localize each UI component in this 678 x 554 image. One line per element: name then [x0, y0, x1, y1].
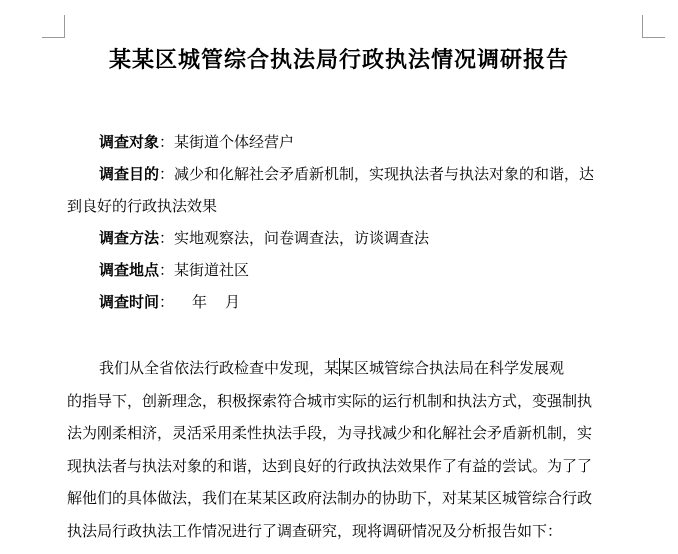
survey-field-time[interactable]: [67, 286, 645, 318]
paragraph-line: 现执法者与执法对象的和谐，达到良好的行政执法效果作了有益的尝试。为了了: [67, 456, 593, 475]
field-label: 调查时间: [99, 293, 160, 311]
field-value: 减少和化解社会矛盾新机制，实现执法者与执法对象的和谐，达: [174, 165, 595, 183]
survey-field-method[interactable]: [67, 222, 645, 254]
field-separator: ：: [159, 229, 175, 247]
field-label: 调查方法: [99, 229, 160, 247]
field-value: 实地观察法，问卷调查法，访谈调查法: [174, 229, 430, 247]
paragraph-line: 执法局行政执法工作情况进行了调查研究，现将调研情况及分析报告如下：: [67, 521, 563, 540]
paragraph-line: 法为刚柔相济，灵活采用柔性执法手段，为寻找减少和化解社会矛盾新机制，实: [67, 424, 593, 443]
paragraph-line: 解他们的具体做法，我们在某某区政府法制办的协助下，对某某区城管综合行政: [67, 489, 593, 508]
survey-field-purpose[interactable]: [67, 158, 645, 190]
document-title[interactable]: 某某区城管综合执法局行政执法情况调研报告: [108, 47, 569, 73]
field-label: 调查目的: [99, 165, 160, 183]
field-separator: ：: [159, 133, 175, 151]
survey-field-location[interactable]: [67, 254, 645, 286]
paragraph-line: 我们从全省依法行政检查中发现，某某区城管综合执法局在科学发展观: [99, 359, 565, 377]
paragraph-line: 的指导下，创新理念，积极探索符合城市实际的运行机制和执法方式，变强制执: [67, 391, 593, 410]
field-value: 某街道个体经营户: [174, 133, 295, 151]
field-value: 某街道社区: [174, 261, 250, 279]
field-value-month: 月: [225, 293, 241, 311]
survey-field-target[interactable]: [67, 126, 645, 158]
field-separator: ：: [159, 165, 175, 183]
survey-field-purpose-continuation[interactable]: [67, 190, 645, 222]
page-corner-mark-left: [42, 15, 65, 38]
field-separator: ：: [159, 261, 175, 279]
field-label: 调查地点: [99, 261, 160, 279]
intro-paragraph[interactable]: [67, 352, 645, 548]
survey-info-block: [67, 126, 645, 318]
field-label: 调查对象: [99, 133, 160, 151]
page-corner-mark-right: [642, 15, 665, 38]
field-value-year: 年: [192, 293, 208, 311]
field-value-continuation: 到良好的行政执法效果: [67, 197, 218, 215]
field-separator: ：: [159, 293, 175, 311]
